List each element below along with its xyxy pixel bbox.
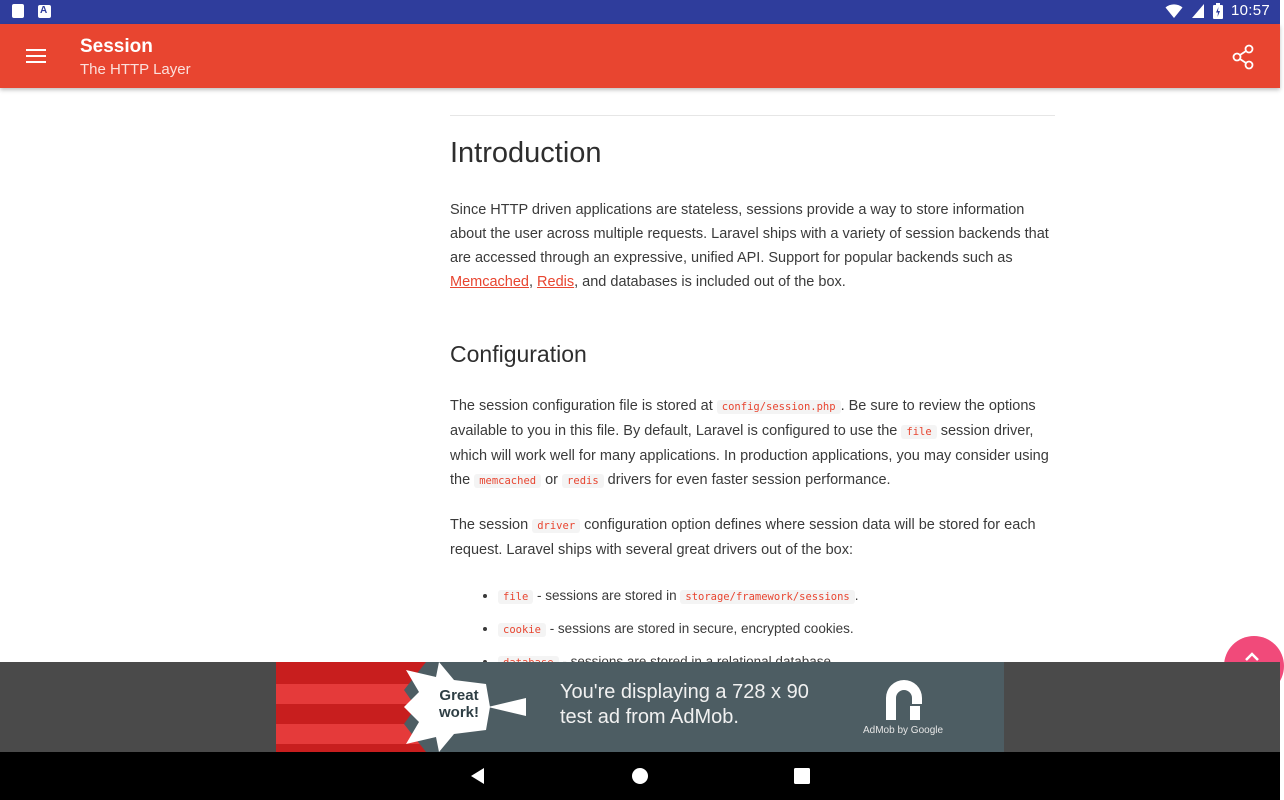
inline-code: file (498, 590, 533, 604)
page-subtitle: The HTTP Layer (80, 61, 191, 78)
font-a-icon (38, 5, 51, 18)
inline-code: cookie (498, 623, 546, 637)
list-item: • file - sessions are stored in storage/framework/sessions . (498, 580, 1055, 613)
inline-code: driver (532, 519, 580, 533)
driver-paragraph: The session driver configuration option defines where session data will be stored for each request. Laravel ships with several great drivers out of the box: (450, 517, 1036, 558)
inline-code: storage/framework/sessions (680, 590, 854, 604)
ad-message: You're displaying a 728 x 90 test ad from AdMob. (560, 681, 809, 728)
heading-introduction: Introduction (450, 137, 602, 169)
share-icon[interactable] (1230, 44, 1256, 70)
admob-logo-icon (882, 676, 928, 722)
divider (450, 115, 1055, 116)
back-icon[interactable] (468, 766, 488, 786)
ad-brand: AdMob by Google (863, 725, 944, 736)
system-nav-bar (0, 752, 1280, 800)
home-icon[interactable] (630, 766, 650, 786)
config-paragraph: The session configuration file is stored at config/session.php . Be sure to review the options available to you in this file. By default, Laravel is configured to use the file session driver, which will work well for many applications. In production applications, you may consider using the memcached or redis drivers for even faster session performance. (450, 398, 1049, 488)
clock: 10:57 (1230, 2, 1270, 19)
inline-code: redis (562, 474, 604, 488)
status-bar (0, 0, 1280, 24)
battery-icon (1213, 3, 1223, 19)
admob-test-ad[interactable] (276, 662, 1004, 752)
heading-configuration: Configuration (450, 341, 587, 367)
inline-code: config/session.php (717, 400, 841, 414)
list-item: • cookie - sessions are stored in secure, encrypted cookies. (498, 613, 1055, 646)
signal-icon (1191, 3, 1205, 19)
intro-paragraph: Since HTTP driven applications are stateless, sessions provide a way to store information about the user across multiple requests. Laravel ships with a variety of session backends that are accessed through an expressive, unified API. Support for popular backends such as Memcached, Redis, and databases is included out of the box. (450, 202, 1049, 290)
inline-code: file (901, 425, 936, 439)
redis-link[interactable]: Redis (537, 274, 575, 290)
article-content (450, 88, 1055, 662)
app-toolbar (0, 24, 1280, 88)
inline-code: memcached (474, 474, 541, 488)
memcached-link[interactable]: Memcached (450, 274, 529, 290)
ad-bar (0, 662, 1280, 752)
recents-icon[interactable] (792, 766, 812, 786)
page-title: Session (80, 36, 153, 57)
ad-badge: Great work! (438, 687, 479, 721)
sd-card-icon (12, 4, 24, 18)
wifi-icon (1165, 3, 1183, 19)
menu-icon[interactable] (20, 44, 52, 68)
